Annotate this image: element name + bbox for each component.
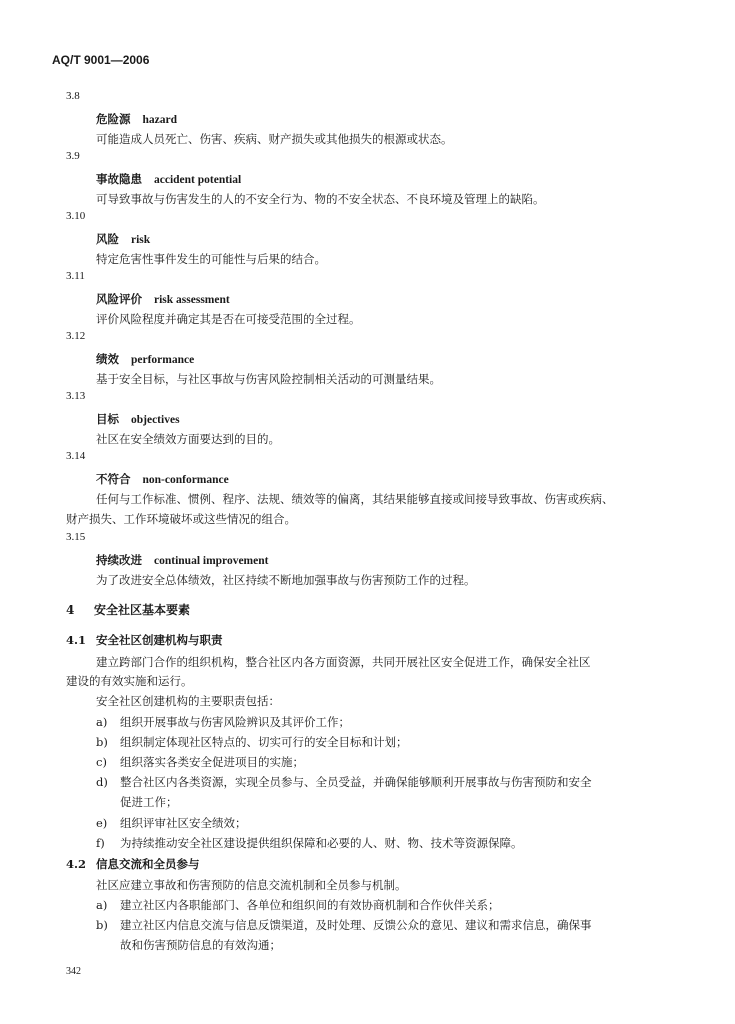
paragraph: 社区应建立事故和伤害预防的信息交流机制和全员参与机制。 (96, 878, 407, 892)
clause-number: 3.10 (66, 210, 86, 222)
list-label: a) (96, 898, 108, 912)
term (96, 111, 177, 127)
term (96, 291, 230, 307)
term-cn: 事故隐患 (96, 172, 142, 186)
list-label: a) (96, 715, 108, 729)
clause-number: 3.12 (66, 330, 86, 342)
paragraph: 安全社区创建机构的主要职责包括： (96, 694, 280, 708)
subsection-number: 4.2 (66, 857, 87, 871)
list-item (96, 835, 523, 851)
term-en: risk (131, 234, 151, 246)
list-text: 组织评审社区安全绩效； (120, 816, 247, 830)
term (96, 171, 241, 187)
term (96, 231, 150, 247)
term-cn: 持续改进 (96, 553, 142, 567)
term-en: objectives (131, 414, 180, 426)
list-item (96, 917, 592, 953)
list-text-continued: 故和伤害预防信息的有效沟通； (120, 938, 281, 952)
clause-number: 3.11 (66, 270, 85, 282)
subsection-heading (66, 856, 200, 872)
definition-text: 可能造成人员死亡、伤害、疾病、财产损失或其他损失的根源或状态。 (96, 132, 453, 146)
list-text: 组织落实各类安全促进项目的实施； (120, 755, 304, 769)
clause-number: 3.14 (66, 450, 86, 462)
definition-text: 评价风险程度并确定其是否在可接受范围的全过程。 (96, 312, 361, 326)
list-label: c) (96, 755, 107, 769)
list-item (96, 897, 500, 913)
definition-text: 可导致事故与伤害发生的人的不安全行为、物的不安全状态、不良环境及管理上的缺陷。 (96, 192, 545, 206)
list-item (96, 815, 247, 831)
definition-text: 特定危害性事件发生的可能性与后果的结合。 (96, 252, 326, 266)
paragraph: 建立跨部门合作的组织机构，整合社区内各方面资源，共同开展社区安全促进工作，确保安全社区 (96, 655, 591, 669)
list-label: b) (96, 735, 108, 749)
list-text: 建立社区内信息交流与信息反馈渠道，及时处理、反馈公众的意见、建议和需求信息，确保事 (120, 918, 592, 932)
list-text: 整合社区内各类资源，实现全员参与、全员受益，并确保能够顺利开展事故与伤害预防和安全 (120, 775, 592, 789)
term-en: accident potential (154, 174, 242, 186)
list-label: f) (96, 836, 105, 850)
term-cn: 危险源 (96, 112, 131, 126)
subsection-number: 4.1 (66, 633, 87, 647)
section-heading (66, 601, 190, 618)
term-cn: 风险 (96, 232, 119, 246)
clause-number: 3.8 (66, 90, 80, 102)
definition-text: 任何与工作标准、惯例、程序、法规、绩效等的偏离，其结果能够直接或间接导致事故、伤害或疾病、 (96, 492, 614, 506)
page-number: 342 (66, 966, 81, 977)
term-en: risk assessment (154, 294, 230, 306)
term (96, 351, 194, 367)
term-cn: 风险评价 (96, 292, 142, 306)
subsection-title: 安全社区创建机构与职责 (96, 633, 223, 647)
subsection-title: 信息交流和全员参与 (96, 857, 200, 871)
definition-text: 为了改进安全总体绩效，社区持续不断地加强事故与伤害预防工作的过程。 (96, 573, 476, 587)
list-item (96, 774, 592, 810)
list-label: d) (96, 775, 108, 789)
list-text: 组织开展事故与伤害风险辨识及其评价工作； (120, 715, 350, 729)
term-en: performance (131, 354, 195, 366)
clause-number: 3.15 (66, 531, 86, 543)
term-en: non-conformance (142, 474, 229, 486)
section-title: 安全社区基本要素 (94, 603, 191, 617)
list-item (96, 714, 350, 730)
definition-text-continued: 财产损失、工作环境破坏或这些情况的组合。 (66, 512, 296, 526)
term-en: continual improvement (154, 555, 269, 567)
clause-number: 3.9 (66, 150, 80, 162)
term (96, 471, 229, 487)
subsection-heading (66, 632, 223, 648)
term-cn: 绩效 (96, 352, 119, 366)
list-text-continued: 促进工作； (120, 795, 178, 809)
section-number: 4 (66, 603, 75, 617)
list-label: e) (96, 816, 108, 830)
term-cn: 目标 (96, 412, 119, 426)
list-label: b) (96, 918, 108, 932)
list-text: 组织制定体现社区特点的、切实可行的安全目标和计划； (120, 735, 408, 749)
term (96, 552, 268, 568)
term-en: hazard (142, 114, 177, 126)
definition-text: 基于安全目标，与社区事故与伤害风险控制相关活动的可测量结果。 (96, 372, 441, 386)
term (96, 411, 180, 427)
standard-code: AQ/T 9001—2006 (52, 53, 150, 67)
clause-number: 3.13 (66, 390, 86, 402)
list-item (96, 734, 408, 750)
list-item (96, 754, 304, 770)
definition-text: 社区在安全绩效方面要达到的目的。 (96, 432, 280, 446)
list-text: 建立社区内各职能部门、各单位和组织间的有效协商机制和合作伙伴关系； (120, 898, 500, 912)
paragraph-continued: 建设的有效实施和运行。 (66, 674, 193, 688)
term-cn: 不符合 (96, 472, 131, 486)
list-text: 为持续推动安全社区建设提供组织保障和必要的人、财、物、技术等资源保障。 (120, 836, 523, 850)
